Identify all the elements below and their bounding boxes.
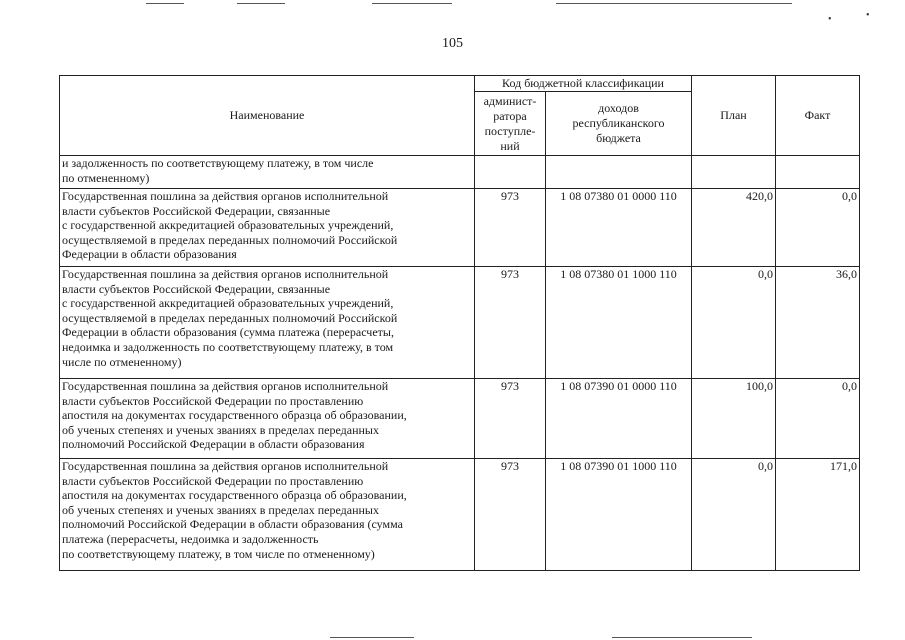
cell-code: 1 08 07390 01 0000 110 <box>546 379 692 459</box>
cell-name: Государственная пошлина за действия органов исполнительной власти субъектов Российской Федерации по проставлению апостиля на документах государственного образца об образовании, об ученых степенях и ученых званиях в пределах переданных полномочий Российской Федерации в области образования (сумма платежа (перерасчеты, недоимка и задолженность по соответствующему платежу, в том числе по отмененному) <box>60 459 475 571</box>
scan-mark-top-2 <box>237 3 285 4</box>
scan-dot-1: • <box>828 14 832 25</box>
header-plan: План <box>692 76 776 156</box>
table-row <box>60 156 860 189</box>
cell-fact: 0,0 <box>776 379 860 459</box>
page-number: 105 <box>442 36 463 51</box>
cell-fact: 171,0 <box>776 459 860 571</box>
cell-code <box>546 156 692 189</box>
scan-mark-bottom-1 <box>330 637 414 638</box>
header-fact: Факт <box>776 76 860 156</box>
cell-code: 1 08 07380 01 0000 110 <box>546 189 692 267</box>
scan-mark-top-4 <box>556 3 792 4</box>
cell-name: Государственная пошлина за действия органов исполнительной власти субъектов Российской Федерации, связанные с государственной аккредитацией образовательных учреждений, осуществляемой в пределах переданных полномочий Российской Федерации в области образования (сумма платежа (перерасчеты, недоимка и задолженность по соответствующему платежу, в том числе по отмененному) <box>60 267 475 379</box>
cell-admin: 973 <box>475 459 546 571</box>
cell-admin: 973 <box>475 267 546 379</box>
header-budget-classification: Код бюджетной классификации <box>475 76 692 92</box>
header-administrator: админист- ратора поступле- ний <box>475 92 546 156</box>
header-name: Наименование <box>60 76 475 156</box>
cell-fact: 0,0 <box>776 189 860 267</box>
cell-plan: 420,0 <box>692 189 776 267</box>
scan-mark-bottom-2 <box>612 637 752 638</box>
cell-plan: 100,0 <box>692 379 776 459</box>
cell-code: 1 08 07380 01 1000 110 <box>546 267 692 379</box>
table-row <box>60 189 860 267</box>
cell-plan: 0,0 <box>692 267 776 379</box>
scan-mark-top-1 <box>146 3 184 4</box>
cell-plan <box>692 156 776 189</box>
scan-mark-top-3 <box>372 3 452 4</box>
cell-name: Государственная пошлина за действия органов исполнительной власти субъектов Российской Федерации, связанные с государственной аккредитацией образовательных учреждений, осуществляемой в пределах переданных полномочий Российской Федерации в области образования <box>60 189 475 267</box>
cell-admin <box>475 156 546 189</box>
cell-admin: 973 <box>475 379 546 459</box>
cell-plan: 0,0 <box>692 459 776 571</box>
table-row <box>60 267 860 379</box>
cell-fact: 36,0 <box>776 267 860 379</box>
cell-admin: 973 <box>475 189 546 267</box>
header-income-code: доходов республиканского бюджета <box>546 92 692 156</box>
table-row <box>60 459 860 571</box>
cell-name: Государственная пошлина за действия органов исполнительной власти субъектов Российской Федерации по проставлению апостиля на документах государственного образца об образовании, об ученых степенях и ученых званиях в пределах переданных полномочий Российской Федерации в области образования <box>60 379 475 459</box>
cell-code: 1 08 07390 01 1000 110 <box>546 459 692 571</box>
scan-dot-2: • <box>866 10 870 21</box>
table-row <box>60 379 860 459</box>
cell-name: и задолженность по соответствующему платежу, в том числе по отмененному) <box>60 156 475 189</box>
cell-fact <box>776 156 860 189</box>
budget-revenue-table <box>59 75 860 571</box>
